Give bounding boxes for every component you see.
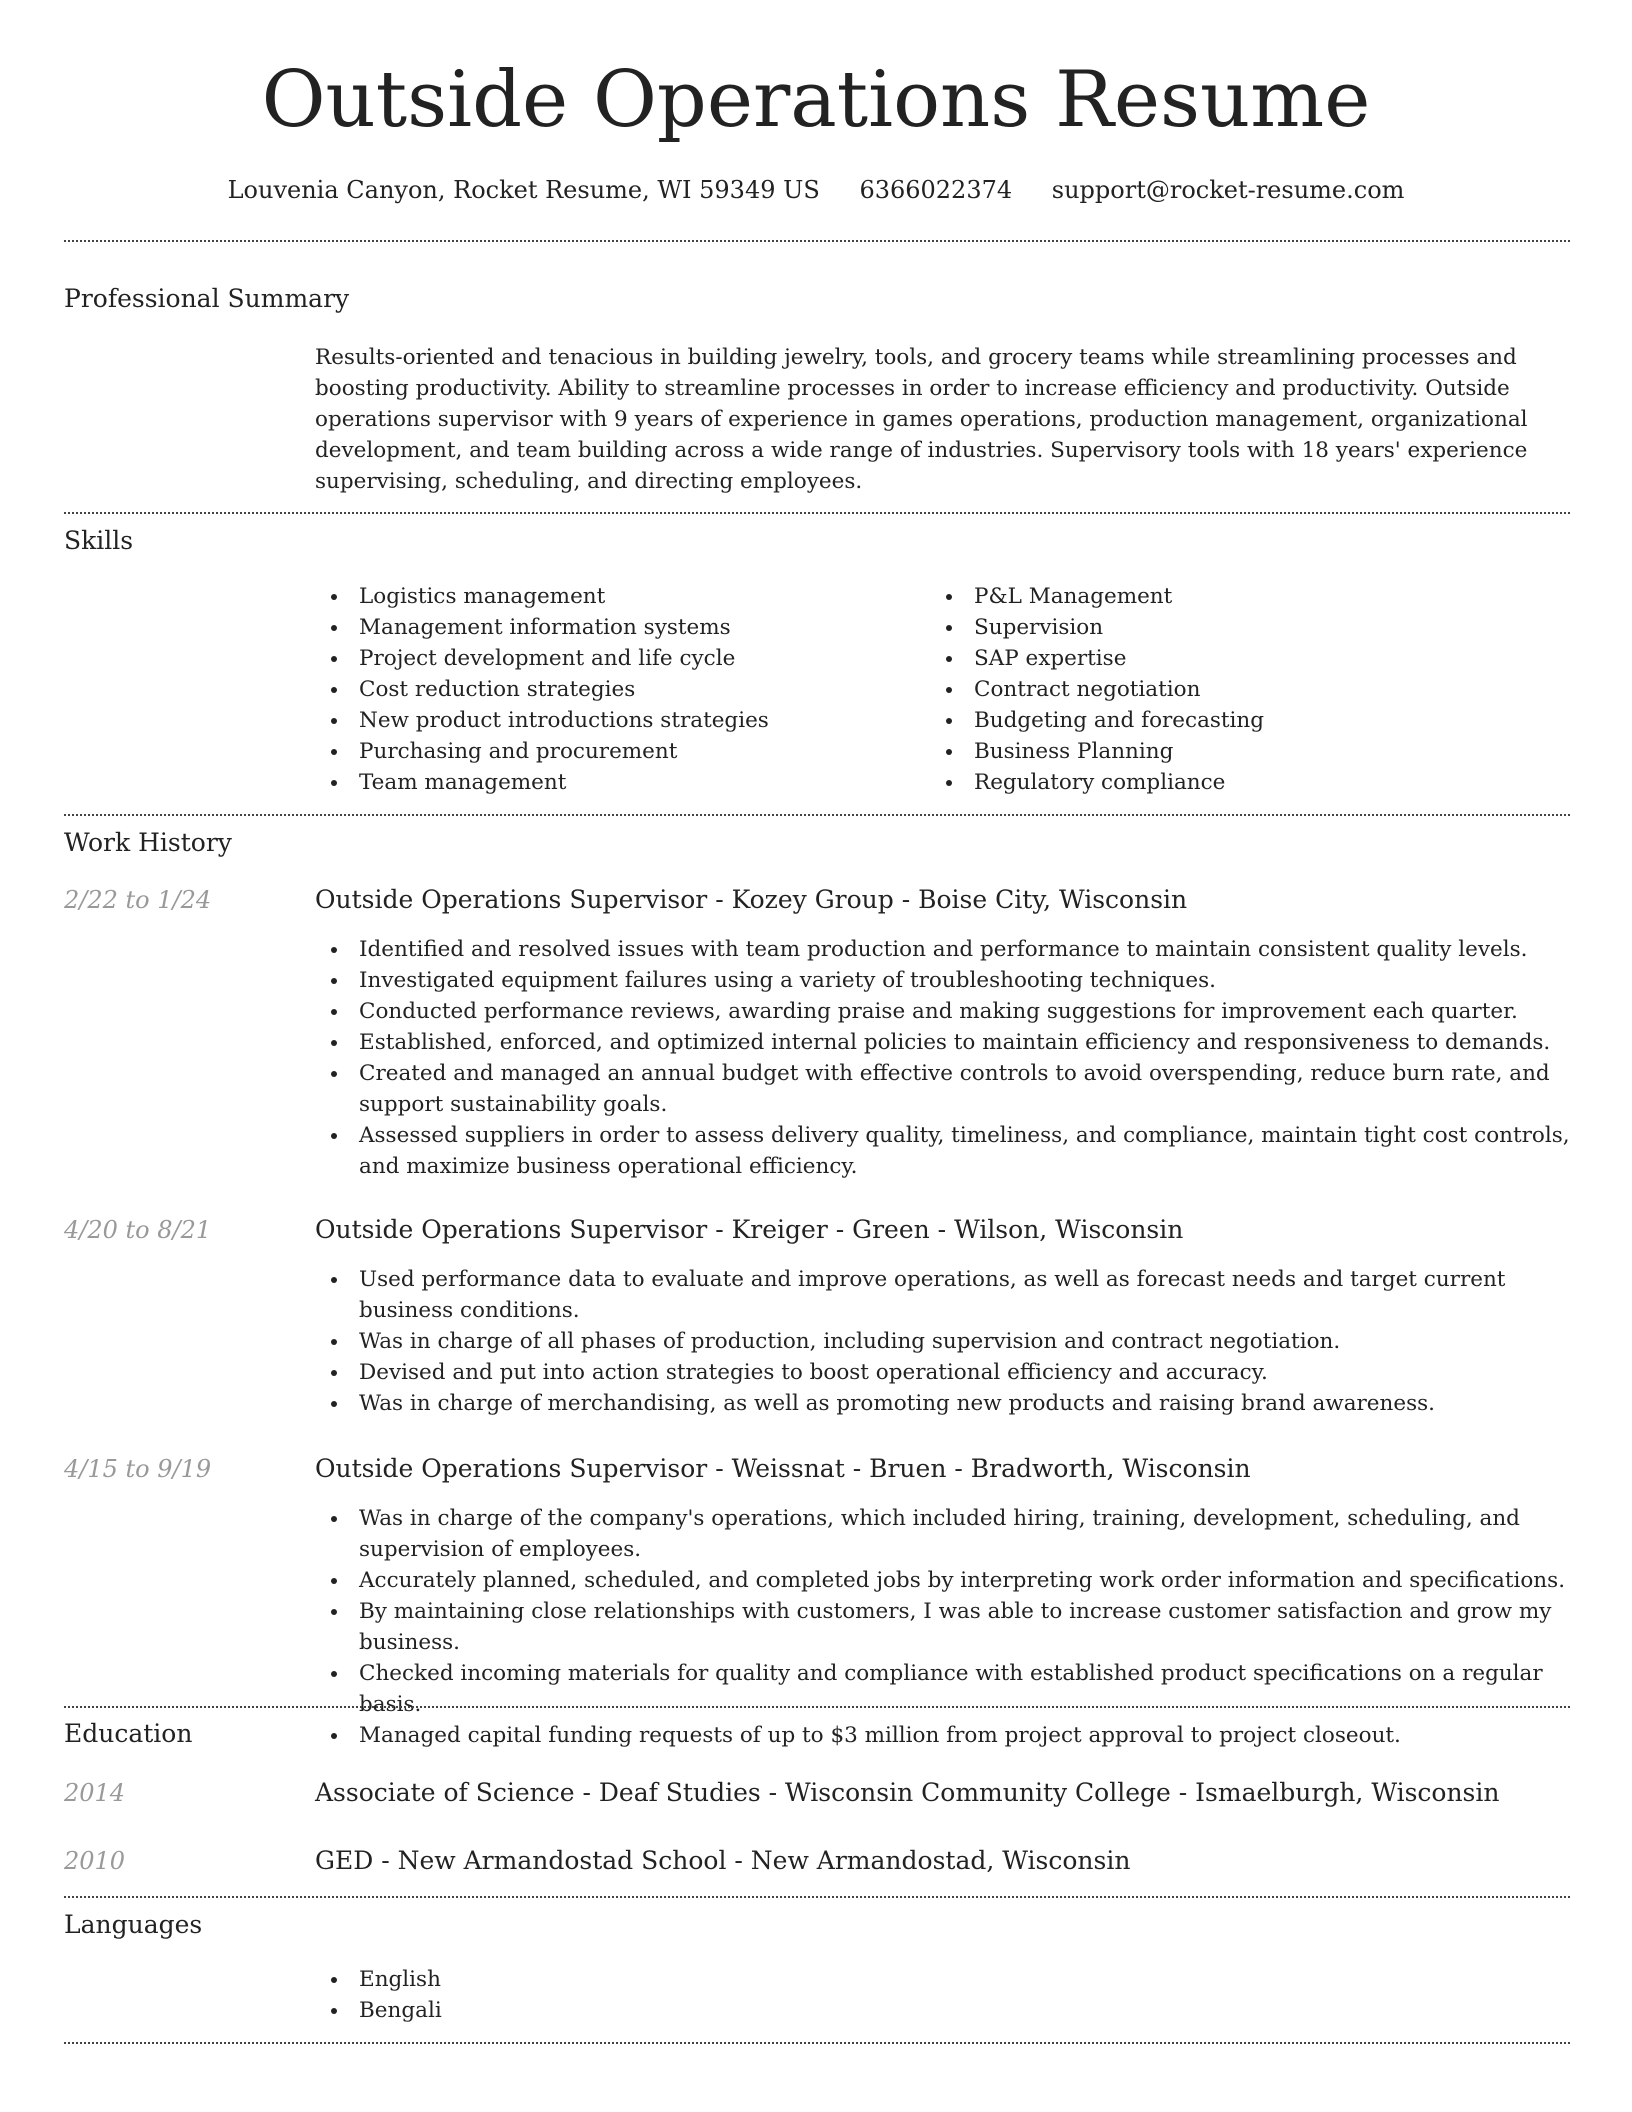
skill-item: P&L Management	[930, 581, 1570, 612]
job-bullet: Used performance data to evaluate and improve operations, as well as forecast needs and target current business conditions.	[315, 1264, 1575, 1326]
email: support@rocket-resume.com	[1051, 176, 1405, 204]
skill-item: Cost reduction strategies	[315, 674, 915, 705]
job-bullet: Devised and put into action strategies to boost operational efficiency and accuracy.	[315, 1357, 1575, 1388]
job-bullet: Checked incoming materials for quality and compliance with established product specifications on a regular basis.	[315, 1658, 1575, 1720]
skill-item: Business Planning	[930, 736, 1570, 767]
skill-item: Contract negotiation	[930, 674, 1570, 705]
job-bullets	[315, 934, 1575, 1182]
skill-item: Team management	[315, 767, 915, 798]
skill-item: Management information systems	[315, 612, 915, 643]
divider	[64, 1896, 1570, 1898]
job-bullet: Managed capital funding requests of up to $3 million from project approval to project closeout.	[315, 1720, 1575, 1751]
work-heading: Work History	[64, 828, 232, 857]
language-item: English	[315, 1964, 1575, 1995]
skill-item: Logistics management	[315, 581, 915, 612]
divider	[64, 814, 1570, 816]
page-title: Outside Operations Resume	[261, 55, 1371, 145]
job-dates: 4/15 to 9/19	[64, 1455, 212, 1483]
summary-heading: Professional Summary	[64, 284, 350, 313]
language-item: Bengali	[315, 1995, 1575, 2026]
education-entry: Associate of Science - Deaf Studies - Wisconsin Community College - Ismaelburgh, Wisconsin	[315, 1778, 1500, 1807]
job-bullet: Accurately planned, scheduled, and completed jobs by interpreting work order information and specifications.	[315, 1565, 1575, 1596]
skill-item: Regulatory compliance	[930, 767, 1570, 798]
job-bullet: Created and managed an annual budget with effective controls to avoid overspending, reduce burn rate, and support sustainability goals.	[315, 1058, 1575, 1120]
phone: 6366022374	[859, 176, 1013, 204]
job-bullet: Assessed suppliers in order to assess delivery quality, timeliness, and compliance, maintain tight cost controls, and maximize business operational efficiency.	[315, 1120, 1575, 1182]
education-year: 2014	[64, 1779, 126, 1807]
skill-item: Supervision	[930, 612, 1570, 643]
divider	[64, 2042, 1570, 2044]
divider	[64, 240, 1570, 242]
skills-list-left	[315, 581, 915, 798]
job-bullets	[315, 1503, 1575, 1751]
contact-line	[0, 170, 1632, 210]
job-dates: 4/20 to 8/21	[64, 1216, 212, 1244]
job-bullet: Was in charge of the company's operations, which included hiring, training, development, scheduling, and supervision of employees.	[315, 1503, 1575, 1565]
job-dates: 2/22 to 1/24	[64, 886, 212, 914]
job-bullet: Identified and resolved issues with team production and performance to maintain consistent quality levels.	[315, 934, 1575, 965]
job-bullet: By maintaining close relationships with customers, I was able to increase customer satisfaction and grow my business.	[315, 1596, 1575, 1658]
languages-heading: Languages	[64, 1910, 203, 1939]
skill-item: Project development and life cycle	[315, 643, 915, 674]
skills-list-right	[930, 581, 1570, 798]
divider	[64, 1706, 1570, 1708]
job-title: Outside Operations Supervisor - Weissnat - Bruen - Bradworth, Wisconsin	[315, 1454, 1251, 1483]
education-heading: Education	[64, 1719, 193, 1748]
job-title: Outside Operations Supervisor - Kreiger - Green - Wilson, Wisconsin	[315, 1215, 1184, 1244]
skill-item: SAP expertise	[930, 643, 1570, 674]
education-entry: GED - New Armandostad School - New Armandostad, Wisconsin	[315, 1846, 1131, 1875]
job-title: Outside Operations Supervisor - Kozey Group - Boise City, Wisconsin	[315, 885, 1188, 914]
skills-heading: Skills	[64, 526, 134, 555]
divider	[64, 512, 1570, 514]
job-bullet: Was in charge of merchandising, as well as promoting new products and raising brand awareness.	[315, 1388, 1575, 1419]
job-bullet: Investigated equipment failures using a variety of troubleshooting techniques.	[315, 965, 1575, 996]
address: Louvenia Canyon, Rocket Resume, WI 59349 US	[227, 176, 820, 204]
job-bullets	[315, 1264, 1575, 1419]
skill-item: Budgeting and forecasting	[930, 705, 1570, 736]
skill-item: Purchasing and procurement	[315, 736, 915, 767]
job-bullet: Was in charge of all phases of production, including supervision and contract negotiation.	[315, 1326, 1575, 1357]
education-year: 2010	[64, 1847, 126, 1875]
skill-item: New product introductions strategies	[315, 705, 915, 736]
languages-list	[315, 1964, 1575, 2026]
job-bullet: Established, enforced, and optimized internal policies to maintain efficiency and responsiveness to demands.	[315, 1027, 1575, 1058]
job-bullet: Conducted performance reviews, awarding praise and making suggestions for improvement each quarter.	[315, 996, 1575, 1027]
summary-text: Results-oriented and tenacious in building jewelry, tools, and grocery teams while streamlining processes and boosting productivity. Ability to streamline processes in order to increase efficiency and productivity. Outside operations supervisor with 9 years of experience in games operations, production management, organizational development, and team building across a wide range of industries. Supervisory tools with 18 years' experience supervising, scheduling, and directing employees.	[315, 345, 1528, 494]
